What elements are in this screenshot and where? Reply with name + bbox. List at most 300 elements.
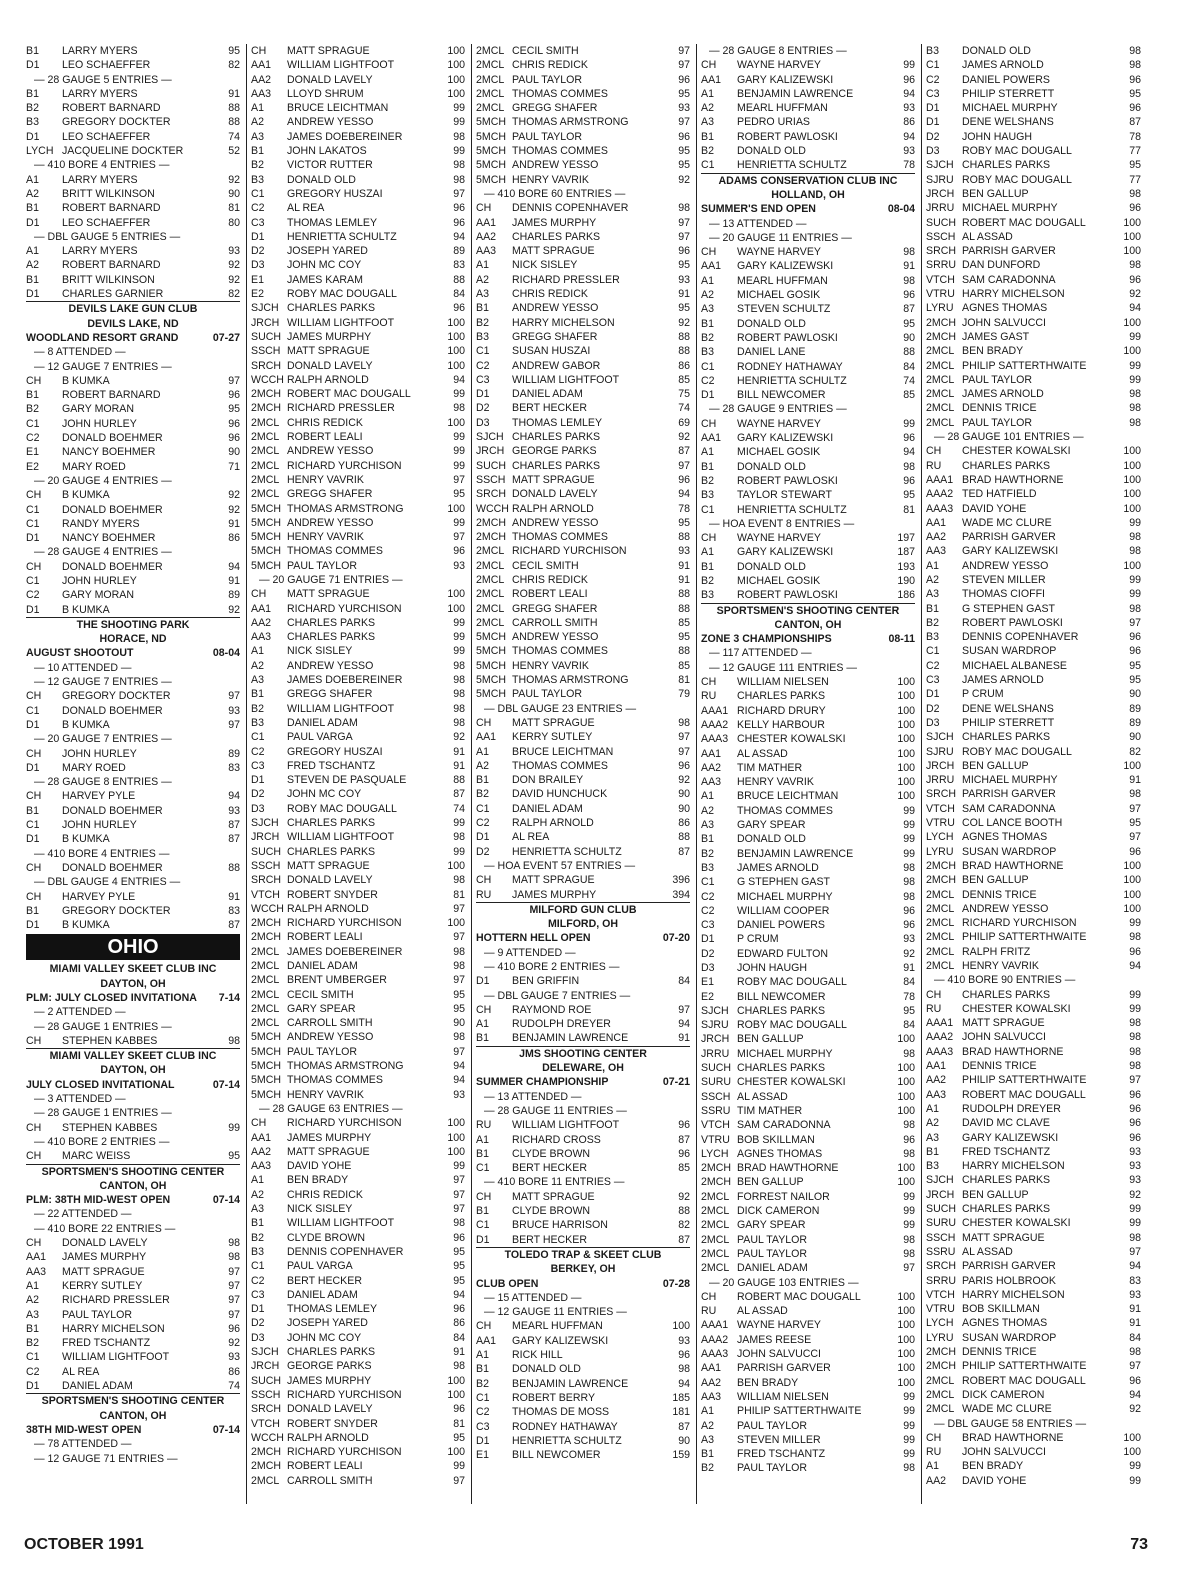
result-class: 2MCL <box>476 559 505 572</box>
result-class: 2MCL <box>251 473 280 486</box>
result-class: SSRU <box>926 1245 956 1258</box>
result-score: 100 <box>447 502 465 515</box>
shooter-name: JAMES DOEBEREINER <box>287 945 403 958</box>
result-row <box>26 1265 240 1279</box>
result-class: 2MCL <box>926 945 955 958</box>
result-score: 84 <box>678 975 690 988</box>
result-score: 96 <box>903 73 915 86</box>
result-row <box>926 730 1141 744</box>
result-row <box>701 932 915 946</box>
result-row <box>926 73 1141 87</box>
shooter-name: BERT HECKER <box>287 1274 362 1287</box>
result-row <box>26 531 240 545</box>
result-class: B1 <box>251 1217 264 1230</box>
result-class: C1 <box>926 59 940 72</box>
shooter-name: JAMES MURPHY <box>512 216 597 229</box>
result-row <box>251 787 465 801</box>
result-score: 98 <box>228 1251 240 1264</box>
shooter-name: BENJAMIN LAWRENCE <box>512 1377 629 1390</box>
shooter-name: CHARLES PARKS <box>737 1004 826 1017</box>
result-score: 98 <box>1129 602 1141 615</box>
shooter-name: WILLIAM LIGHTFOOT <box>287 59 395 72</box>
shooter-name: BRENT UMBERGER <box>287 974 387 987</box>
result-score: 93 <box>1129 1160 1141 1173</box>
result-score: 100 <box>447 1446 465 1459</box>
result-score: 95 <box>453 488 465 501</box>
result-row <box>701 302 915 316</box>
result-class: C1 <box>476 345 490 358</box>
event-subheader: — 12 GAUGE 7 ENTRIES — <box>34 360 172 373</box>
shooter-name: BOB SKILLMAN <box>962 1303 1040 1316</box>
result-class: D3 <box>926 716 940 729</box>
result-score: 83 <box>228 761 240 774</box>
result-class: CH <box>926 988 942 1001</box>
result-row <box>251 258 465 272</box>
result-class: A1 <box>476 745 489 758</box>
result-class: WCCH <box>251 902 284 915</box>
result-row <box>926 1030 1141 1044</box>
event-title <box>26 1078 240 1092</box>
result-score: 100 <box>897 1362 915 1375</box>
shooter-name: LARRY MYERS <box>62 45 138 57</box>
shooter-name: DANIEL LANE <box>737 346 806 359</box>
result-row <box>26 517 240 531</box>
event-subheader: — HOA EVENT 57 ENTRIES — <box>484 859 636 872</box>
shooter-name: ROBERT LEALI <box>287 1460 363 1473</box>
shooter-name: WILLIAM LIGHTFOOT <box>287 831 395 844</box>
event-subheader: — 28 GAUGE 11 ENTRIES — <box>484 1104 627 1117</box>
shooter-name: JOHN SALVUCCI <box>962 1031 1046 1044</box>
result-row <box>251 1445 465 1459</box>
shooter-name: JAMES KARAM <box>287 273 363 286</box>
club-heading: JMS SHOOTING CENTER <box>519 1047 647 1060</box>
result-row <box>26 747 240 761</box>
results-column-2 <box>247 44 472 1504</box>
result-class: CH <box>251 1117 267 1130</box>
result-score: 98 <box>678 202 690 215</box>
result-score: 95 <box>453 988 465 1001</box>
result-score: 100 <box>1123 245 1141 258</box>
result-class: A1 <box>476 1018 489 1031</box>
result-class: 2MCL <box>926 1374 955 1387</box>
result-row <box>26 1236 240 1250</box>
result-score: 98 <box>453 945 465 958</box>
shooter-name: BEN GRIFFIN <box>512 975 580 988</box>
result-score: 84 <box>903 360 915 373</box>
shooter-name: CHRIS REDICK <box>287 1188 363 1201</box>
result-score: 94 <box>1129 302 1141 315</box>
result-row <box>476 816 690 830</box>
shooter-name: JOHN MC COY <box>287 788 362 801</box>
shooter-name: SAM CARADONNA <box>962 802 1056 815</box>
result-class: SSRU <box>701 1104 731 1117</box>
result-class: D1 <box>26 288 40 301</box>
shooter-name: JAMES MURPHY <box>287 330 372 343</box>
result-class: RU <box>476 1119 492 1132</box>
result-class: A1 <box>26 173 39 186</box>
result-row <box>701 890 915 904</box>
result-score: 89 <box>1129 716 1141 729</box>
result-row <box>251 158 465 172</box>
result-row <box>926 401 1141 415</box>
result-score: 89 <box>453 245 465 258</box>
result-row <box>476 1161 690 1175</box>
result-class: 2MCL <box>251 445 280 458</box>
result-class: B3 <box>926 1160 939 1173</box>
result-class: C1 <box>251 731 265 744</box>
result-row <box>926 44 1141 58</box>
result-score: 100 <box>447 1131 465 1144</box>
result-score: 90 <box>903 331 915 344</box>
result-row <box>926 644 1141 658</box>
result-row <box>926 1345 1141 1359</box>
shooter-name: PAUL TAYLOR <box>512 130 583 143</box>
result-score: 88 <box>678 1205 690 1218</box>
result-score: 100 <box>897 776 915 789</box>
result-class: SJRU <box>701 1019 729 1032</box>
shooter-name: ROBERT PAWLOSKI <box>737 474 838 487</box>
result-row <box>251 58 465 72</box>
result-row <box>926 930 1141 944</box>
result-row <box>476 58 690 72</box>
shooter-name: THOMAS DE MOSS <box>512 1406 610 1419</box>
shooter-name: MATT SPRAGUE <box>962 1231 1045 1244</box>
shooter-name: JAMES MURPHY <box>512 888 597 901</box>
shooter-name: ROBERT MAC DOUGALL <box>962 1374 1086 1387</box>
shooter-name: DAN DUNFORD <box>962 259 1041 272</box>
result-row <box>26 1279 240 1293</box>
result-row <box>476 1448 690 1462</box>
results-column-5 <box>922 44 1147 1504</box>
result-row <box>251 401 465 415</box>
result-class: C1 <box>701 503 715 516</box>
shooter-name: BRAD HAWTHORNE <box>962 1431 1064 1444</box>
result-class: SJCH <box>701 1004 729 1017</box>
result-score: 99 <box>453 516 465 529</box>
event-subheader: — 410 BORE 11 ENTRIES — <box>484 1176 625 1189</box>
result-score: 100 <box>447 73 465 86</box>
event-name: CLUB OPEN <box>476 1277 539 1290</box>
result-score: 97 <box>678 59 690 72</box>
result-score: 96 <box>1129 645 1141 658</box>
result-class: SRCH <box>926 1260 957 1273</box>
result-row <box>251 130 465 144</box>
results-page <box>22 44 1148 1504</box>
result-row <box>926 187 1141 201</box>
shooter-name: ANDREW YESSO <box>287 516 374 529</box>
result-row <box>476 830 690 844</box>
result-score: 93 <box>903 933 915 946</box>
result-class: 2MCL <box>251 960 280 972</box>
shooter-name: CHARLES PARKS <box>287 817 376 830</box>
club-heading: HORACE, ND <box>99 633 167 646</box>
result-score: 97 <box>1129 616 1141 629</box>
shooter-name: JOHN LAKATOS <box>287 145 367 158</box>
result-row <box>251 230 465 244</box>
result-score: 99 <box>453 145 465 158</box>
result-score: 93 <box>678 102 690 115</box>
result-class: A2 <box>251 1188 264 1201</box>
shooter-name: AL ASSAD <box>962 1245 1013 1258</box>
result-row <box>926 745 1141 759</box>
result-class: SUCH <box>251 845 282 858</box>
result-score: 88 <box>678 588 690 601</box>
result-row <box>476 845 690 859</box>
result-row <box>476 802 690 816</box>
result-class: C1 <box>26 417 40 430</box>
shooter-name: GREGG SHAFER <box>512 602 598 615</box>
shooter-name: MATT SPRAGUE <box>287 45 370 57</box>
club-heading: TOLEDO TRAP & SKEET CLUB <box>504 1248 662 1261</box>
shooter-name: NICK SISLEY <box>287 1203 353 1216</box>
shooter-name: PHILIP STERRETT <box>962 716 1055 729</box>
result-row <box>701 1090 915 1104</box>
result-row <box>251 888 465 902</box>
result-class: AA3 <box>251 1160 272 1173</box>
result-class: C3 <box>926 87 940 100</box>
result-score: 100 <box>1123 759 1141 772</box>
result-row <box>701 1361 915 1375</box>
result-class: SSCH <box>251 345 281 358</box>
result-score: 93 <box>678 273 690 286</box>
result-row <box>476 473 690 487</box>
result-score: 81 <box>453 1417 465 1430</box>
result-score: 100 <box>897 1033 915 1046</box>
shooter-name: HENRIETTA SCHULTZ <box>737 374 847 387</box>
result-score: 88 <box>678 345 690 358</box>
result-row <box>251 1331 465 1345</box>
result-row <box>251 816 465 830</box>
result-row <box>251 44 465 58</box>
result-row <box>701 1461 915 1475</box>
shooter-name: RUDOLPH DREYER <box>512 1018 611 1031</box>
result-score: 99 <box>1129 1474 1141 1487</box>
shooter-name: BRAD HAWTHORNE <box>962 473 1064 486</box>
result-class: B1 <box>26 804 39 817</box>
result-class: LYCH <box>926 1317 954 1330</box>
shooter-name: RALPH ARNOLD <box>512 502 594 515</box>
result-score: 95 <box>678 159 690 172</box>
result-row <box>926 1259 1141 1273</box>
result-class: AA1 <box>476 216 497 229</box>
result-class: C3 <box>251 1288 265 1301</box>
result-score: 98 <box>903 890 915 903</box>
result-row <box>251 759 465 773</box>
shooter-name: DANIEL ADAM <box>62 1380 133 1393</box>
shooter-name: FRED TSCHANTZ <box>287 759 376 772</box>
result-score: 97 <box>453 1045 465 1058</box>
result-score: 100 <box>1123 230 1141 243</box>
result-row <box>476 487 690 501</box>
result-row <box>26 374 240 388</box>
result-row <box>251 1417 465 1431</box>
shooter-name: BERT HECKER <box>512 1162 587 1175</box>
shooter-name: ANDREW YESSO <box>512 302 599 315</box>
result-class: 5MCH <box>251 516 282 529</box>
result-class: 2MCL <box>701 1233 730 1246</box>
result-row <box>701 1047 915 1061</box>
result-row <box>26 818 240 832</box>
shooter-name: AGNES THOMAS <box>737 1147 823 1160</box>
result-score: 99 <box>453 1160 465 1173</box>
result-class: VTRU <box>926 817 955 830</box>
result-class: VTRU <box>926 1303 955 1316</box>
result-score: 99 <box>453 645 465 658</box>
result-class: B1 <box>476 1363 489 1376</box>
result-row <box>701 58 915 72</box>
shooter-name: JOSEPH YARED <box>287 245 368 258</box>
shooter-name: CHESTER KOWALSKI <box>962 1217 1071 1230</box>
event-subheader: — 12 GAUGE 11 ENTRIES — <box>484 1306 627 1319</box>
shooter-name: DONALD BOEHMER <box>62 560 163 573</box>
result-row <box>926 1073 1141 1087</box>
shooter-name: CARROLL SMITH <box>287 1474 373 1487</box>
result-class: C3 <box>476 1420 490 1433</box>
result-row <box>701 904 915 918</box>
shooter-name: PARRISH GARVER <box>737 1362 831 1375</box>
result-score: 94 <box>678 1018 690 1031</box>
result-score: 97 <box>453 1188 465 1201</box>
result-score: 94 <box>903 87 915 100</box>
shooter-name: RALPH ARNOLD <box>287 373 369 386</box>
result-score: 100 <box>897 1290 915 1303</box>
shooter-name: RICHARD YURCHISON <box>287 917 402 930</box>
result-score: 185 <box>672 1391 690 1404</box>
result-score: 100 <box>897 1104 915 1117</box>
shooter-name: PAUL TAYLOR <box>737 1233 808 1246</box>
shooter-name: JOHN HAUGH <box>962 130 1033 143</box>
shooter-name: DENNIS TRICE <box>962 888 1037 901</box>
shooter-name: HENRY VAVRIK <box>287 531 364 544</box>
shooter-name: DANIEL ADAM <box>287 1288 358 1301</box>
result-score: 94 <box>453 1288 465 1301</box>
result-row <box>926 1145 1141 1159</box>
result-score: 96 <box>903 432 915 445</box>
result-row <box>251 301 465 315</box>
shooter-name: DONALD OLD <box>737 460 806 473</box>
result-class: VTCH <box>926 802 955 815</box>
result-class: AA1 <box>251 59 272 72</box>
shooter-name: THOMAS ARMSTRONG <box>512 674 629 687</box>
result-row <box>701 1376 915 1390</box>
shooter-name: JAMES ARNOLD <box>962 59 1044 72</box>
shooter-name: DANIEL ADAM <box>512 802 583 815</box>
result-row <box>476 416 690 430</box>
shooter-name: B KUMKA <box>62 489 110 502</box>
result-row <box>26 216 240 230</box>
shooter-name: MATT SPRAGUE <box>512 245 595 258</box>
result-row <box>251 1016 465 1030</box>
result-class: 5MCH <box>251 1060 282 1073</box>
result-row <box>926 1159 1141 1173</box>
result-score: 91 <box>228 517 240 530</box>
result-class: B2 <box>926 616 939 629</box>
club-heading: DAYTON, OH <box>100 1064 166 1077</box>
shooter-name: TAYLOR STEWART <box>737 489 832 502</box>
result-score: 94 <box>903 446 915 459</box>
result-row <box>251 430 465 444</box>
result-row <box>701 947 915 961</box>
shooter-name: RICHARD PRESSLER <box>512 273 620 286</box>
result-class: LYCH <box>926 831 954 844</box>
event-title <box>476 1277 690 1291</box>
result-score: 92 <box>228 489 240 502</box>
result-score: 97 <box>678 731 690 744</box>
result-row <box>701 718 915 732</box>
shooter-name: JOHN SALVUCCI <box>962 1446 1046 1459</box>
result-row <box>701 288 915 302</box>
result-class: C2 <box>251 745 265 758</box>
shooter-name: JOHN SALVUCCI <box>962 316 1046 329</box>
result-row <box>251 702 465 716</box>
result-score: 100 <box>447 602 465 615</box>
event-subheader: — DBL GAUGE 4 ENTRIES — <box>34 876 181 889</box>
shooter-name: HENRIETTA SCHULTZ <box>512 1434 622 1447</box>
shooter-name: FORREST NAILOR <box>737 1190 830 1203</box>
shooter-name: THOMAS CIOFFI <box>962 588 1045 601</box>
result-score: 99 <box>1129 373 1141 386</box>
result-class: A1 <box>701 87 714 100</box>
result-class: D1 <box>26 130 40 143</box>
result-row <box>476 258 690 272</box>
event-subheader: — 28 GAUGE 8 ENTRIES — <box>34 776 172 789</box>
result-class: D1 <box>476 388 490 401</box>
result-score: 98 <box>1129 59 1141 72</box>
result-class: B1 <box>26 273 39 286</box>
result-row <box>476 516 690 530</box>
shooter-name: KERRY SUTLEY <box>512 731 593 744</box>
result-score: 81 <box>228 202 240 215</box>
result-row <box>251 973 465 987</box>
shooter-name: PHILIP SATTERTHWAITE <box>962 1360 1087 1373</box>
shooter-name: HENRY VAVRIK <box>512 659 589 672</box>
result-row <box>251 244 465 258</box>
result-score: 97 <box>1129 1360 1141 1373</box>
shooter-name: DONALD LAVELY <box>512 488 598 501</box>
shooter-name: MICHAEL GOSIK <box>737 289 821 302</box>
result-class: D1 <box>26 833 40 846</box>
result-score: 97 <box>228 374 240 387</box>
shooter-name: MATT SPRAGUE <box>287 588 370 601</box>
result-class: D3 <box>476 416 490 429</box>
result-row <box>701 818 915 832</box>
result-class: 2MCL <box>476 59 505 72</box>
result-score: 98 <box>453 874 465 887</box>
shooter-name: HENRY VAVRIK <box>287 473 364 486</box>
result-class: D1 <box>26 919 40 932</box>
result-row <box>26 704 240 718</box>
shooter-name: TIM MATHER <box>737 761 803 774</box>
event-subheader: — 28 GAUGE 101 ENTRIES — <box>934 431 1084 444</box>
result-score: 91 <box>678 559 690 572</box>
shooter-name: THOMAS ARMSTRONG <box>287 502 404 515</box>
result-score: 82 <box>228 288 240 301</box>
result-class: VTCH <box>251 1417 280 1430</box>
result-score: 93 <box>678 1334 690 1347</box>
result-class: SJCH <box>476 431 504 444</box>
result-row <box>701 445 915 459</box>
result-row <box>701 560 915 574</box>
result-score: 99 <box>453 116 465 129</box>
shooter-name: B KUMKA <box>62 718 110 731</box>
shooter-name: LARRY MYERS <box>62 245 138 258</box>
shooter-name: MATT SPRAGUE <box>287 859 370 872</box>
result-class: B1 <box>26 1322 39 1335</box>
result-score: 88 <box>678 602 690 615</box>
result-score: 98 <box>453 1360 465 1373</box>
result-score: 96 <box>453 1231 465 1244</box>
result-score: 100 <box>1123 1446 1141 1459</box>
